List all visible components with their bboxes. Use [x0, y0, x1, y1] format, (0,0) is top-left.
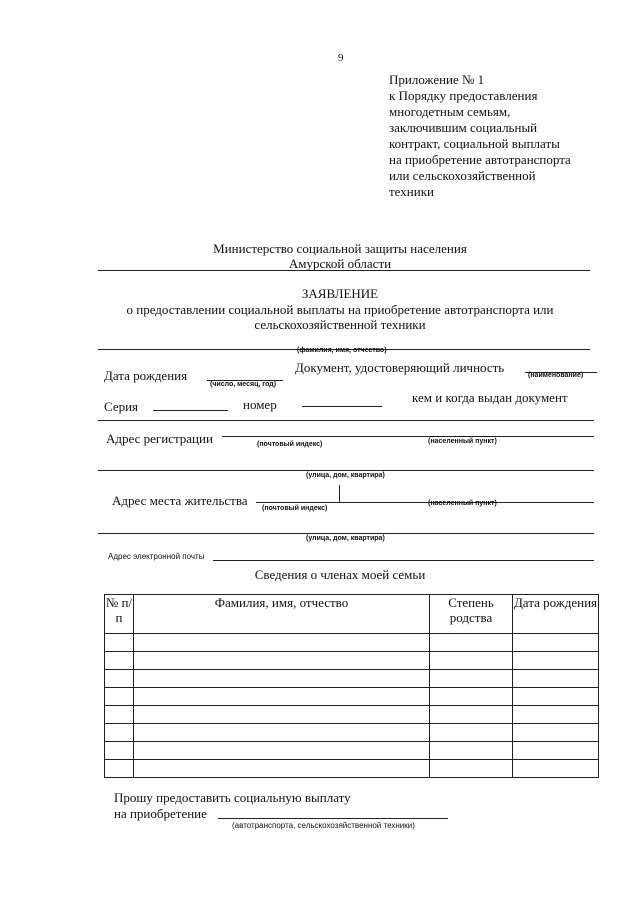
family-table-cell[interactable] — [430, 724, 513, 742]
page-number: 9 — [338, 52, 344, 64]
issued-label: кем и когда выдан документ — [412, 390, 568, 405]
appendix-line: заключившим социальный — [389, 120, 538, 135]
postcode-hint: (почтовый индекс) — [257, 441, 323, 448]
residence-address-label: Адрес места жительства — [112, 493, 248, 508]
family-table-cell[interactable] — [134, 742, 430, 760]
family-table-cell[interactable] — [105, 760, 134, 778]
issued-line[interactable] — [98, 420, 594, 421]
family-table-cell[interactable] — [513, 742, 599, 760]
family-table-row — [105, 634, 599, 652]
birth-date-label: Дата рождения — [104, 368, 188, 383]
family-table — [104, 594, 599, 778]
appendix-line: к Порядку предоставления — [389, 88, 538, 103]
request-purchase-label: на приобретение — [114, 806, 207, 821]
number-line[interactable] — [302, 406, 382, 407]
appendix-line: или сельскохозяйственной — [389, 168, 536, 183]
fio-hint: (фамилия, имя, отчество) — [297, 347, 387, 354]
column-header-fio: Фамилия, имя, отчество — [134, 595, 430, 634]
family-table-row — [105, 760, 599, 778]
locality-hint: (населенный пункт) — [428, 438, 497, 445]
ministry-underline — [98, 270, 590, 271]
request-purchase-line[interactable] — [218, 818, 448, 819]
registration-postcode-line[interactable] — [222, 436, 594, 437]
family-table-cell[interactable] — [105, 724, 134, 742]
residence-postcode-hint: (почтовый индекс) — [262, 505, 328, 512]
column-header-relation: Степень родства — [430, 595, 513, 634]
residence-postcode-line[interactable] — [256, 502, 594, 503]
family-table-cell[interactable] — [513, 706, 599, 724]
family-table-cell[interactable] — [134, 634, 430, 652]
family-table-cell[interactable] — [134, 670, 430, 688]
number-label: номер — [243, 397, 277, 412]
family-table-cell[interactable] — [105, 634, 134, 652]
family-table-cell[interactable] — [430, 652, 513, 670]
family-table-cell[interactable] — [513, 760, 599, 778]
family-table-cell[interactable] — [513, 652, 599, 670]
request-hint: (автотранспорта, сельскохозяйственной техники) — [232, 821, 415, 830]
family-table-cell[interactable] — [134, 724, 430, 742]
family-table-cell[interactable] — [105, 688, 134, 706]
document-label: Документ, удостоверяющий личность — [295, 360, 505, 375]
postcode-separator — [339, 485, 340, 502]
statement-title: ЗАЯВЛЕНИЕ — [301, 286, 379, 301]
residence-street-hint: (улица, дом, квартира) — [306, 535, 385, 542]
family-table-cell[interactable] — [430, 760, 513, 778]
family-table-cell[interactable] — [105, 742, 134, 760]
statement-subtitle: о предоставлении социальной выплаты на приобретение автотранспорта или — [126, 302, 554, 317]
family-table-row — [105, 670, 599, 688]
family-table-row — [105, 724, 599, 742]
family-table-row — [105, 652, 599, 670]
family-table-cell[interactable] — [430, 670, 513, 688]
family-table-cell[interactable] — [430, 742, 513, 760]
registration-street-line[interactable] — [98, 470, 594, 471]
appendix-line: многодетным семьям, — [389, 104, 511, 119]
statement-subtitle-continued: сельскохозяйственной техники — [254, 317, 426, 332]
family-table-cell[interactable] — [513, 688, 599, 706]
family-table-cell[interactable] — [430, 706, 513, 724]
street-hint: (улица, дом, квартира) — [306, 472, 385, 479]
appendix-line: на приобретение автотранспорта — [389, 152, 571, 167]
family-table-cell[interactable] — [513, 634, 599, 652]
column-header-number: № п/п — [105, 595, 134, 634]
residence-street-line[interactable] — [98, 533, 594, 534]
ministry-region: Амурской области — [288, 256, 392, 271]
ministry-name: Министерство социальной защиты населения — [213, 241, 467, 256]
email-label: Адрес электронной почты — [108, 552, 205, 561]
appendix-line: Приложение № 1 — [389, 72, 485, 87]
request-text: Прошу предоставить социальную выплату — [114, 790, 351, 805]
family-table-cell[interactable] — [134, 652, 430, 670]
appendix-line: контракт, социальной выплаты — [389, 136, 560, 151]
family-table-cell[interactable] — [134, 760, 430, 778]
family-table-row — [105, 706, 599, 724]
family-table-cell[interactable] — [430, 688, 513, 706]
email-line[interactable] — [213, 560, 594, 561]
series-label: Серия — [104, 399, 139, 414]
registration-address-label: Адрес регистрации — [106, 431, 213, 446]
birth-date-hint: (число, месяц, год) — [210, 381, 277, 388]
family-table-row — [105, 688, 599, 706]
appendix-line: техники — [389, 184, 434, 199]
document-hint: (наименование) — [528, 372, 584, 379]
family-table-cell[interactable] — [105, 706, 134, 724]
family-table-cell[interactable] — [513, 724, 599, 742]
family-table-cell[interactable] — [134, 706, 430, 724]
family-table-cell[interactable] — [430, 634, 513, 652]
family-table-row — [105, 742, 599, 760]
residence-locality-hint: (населенный пункт) — [428, 500, 497, 507]
family-heading: Сведения о членах моей семьи — [254, 567, 426, 582]
family-table-cell[interactable] — [513, 670, 599, 688]
series-line[interactable] — [153, 410, 228, 411]
family-table-cell[interactable] — [105, 652, 134, 670]
appendix-block — [389, 72, 629, 200]
family-table-header — [105, 595, 599, 634]
column-header-birth-date: Дата рождения — [513, 595, 599, 634]
family-table-cell[interactable] — [105, 670, 134, 688]
family-table-cell[interactable] — [134, 688, 430, 706]
